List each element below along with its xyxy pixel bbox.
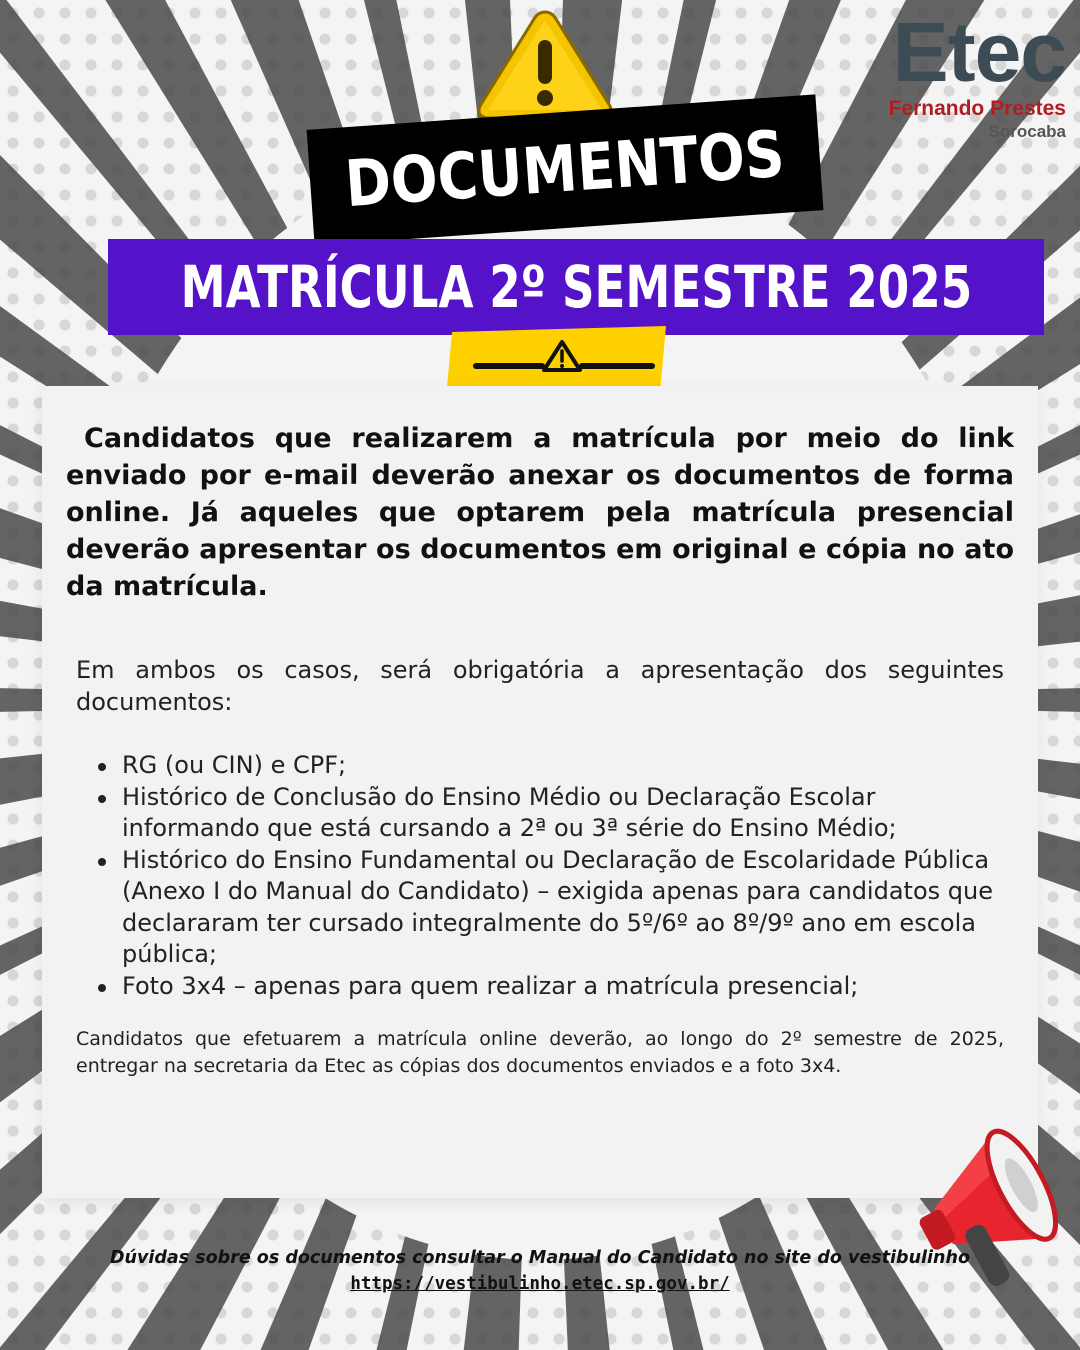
- etec-logo: [889, 6, 1066, 144]
- warning-icon: [470, 6, 620, 124]
- lead-text: Em ambos os casos, será obrigatória a apresentação dos seguintes documentos:: [76, 656, 1004, 716]
- footer: [0, 1248, 1080, 1294]
- subtitle-banner: [108, 239, 1044, 335]
- list-item: RG (ou CIN) e CPF;: [76, 750, 1006, 782]
- intro-text: Candidatos que realizarem a matrícula por meio do link enviado por e-mail deverão anexar os documentos de forma online. Já aqueles que optarem pela matrícula presencial deverão apresentar os documentos em original e cópia no ato da matrícula.: [66, 423, 1014, 602]
- vestibulinho-link[interactable]: https://vestibulinho.etec.sp.gov.br/: [350, 1274, 730, 1294]
- documents-list: [76, 750, 1006, 1002]
- page-title: DOCUMENTOS: [342, 117, 788, 223]
- logo-city: Sorocaba: [988, 122, 1066, 141]
- list-item: Foto 3x4 – apenas para quem realizar a matrícula presencial;: [76, 971, 1006, 1003]
- logo-name: Etec: [892, 5, 1066, 99]
- list-item: Histórico de Conclusão do Ensino Médio ou Declaração Escolar informando que está cursando a 2ª ou 3ª série do Ensino Médio;: [76, 782, 1006, 845]
- online-note: Candidatos que efetuarem a matrícula online deverão, ao longo do 2º semestre de 2025, entregar na secretaria da Etec as cópias dos documentos enviados e a foto 3x4.: [76, 1028, 1004, 1077]
- logo-school: Fernando Prestes: [888, 97, 1066, 120]
- footer-text: Dúvidas sobre os documentos consultar o Manual do Candidato no site do vestibulinho: [110, 1248, 970, 1268]
- page-subtitle: MATRÍCULA 2º SEMESTRE 2025: [180, 253, 972, 321]
- list-item: Histórico do Ensino Fundamental ou Declaração de Escolaridade Pública (Anexo I do Manual do Candidato) – exigida apenas para candidatos que declararam ter cursado integralmente do 5º/6º ao 8º/9º ano em escola pública;: [76, 845, 1006, 971]
